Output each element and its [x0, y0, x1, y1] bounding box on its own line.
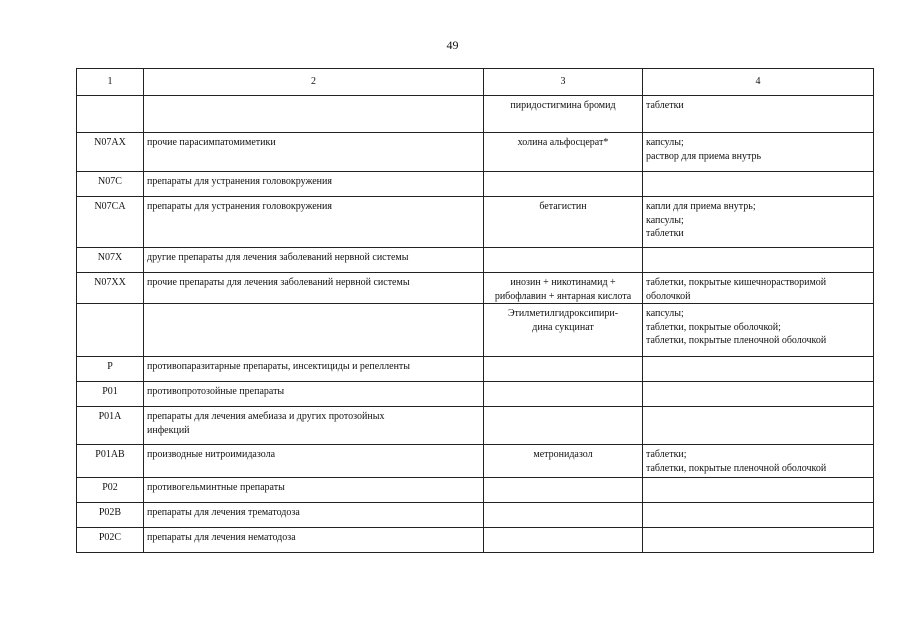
atc-code-cell: P02 — [77, 478, 144, 503]
group-name-cell — [144, 357, 484, 382]
substance-cell — [484, 382, 643, 407]
substance-line: рибофлавин + янтарная кислота — [494, 290, 632, 302]
group-name-line: инфекций — [147, 424, 190, 436]
table-row — [77, 528, 874, 553]
medication-table — [76, 68, 874, 553]
table-row — [77, 273, 874, 304]
atc-code-cell: N07AX — [77, 133, 144, 172]
dosage-form-line: таблетки, покрытые пленочной оболочкой — [646, 335, 827, 346]
table-row — [77, 172, 874, 197]
dosage-form-cell — [643, 197, 874, 248]
substance-line: холина альфосцерат* — [517, 137, 609, 148]
table-row — [77, 96, 874, 133]
group-name-line: прочие препараты для лечения заболеваний нервной системы — [147, 277, 410, 288]
substance-cell — [484, 478, 643, 503]
dosage-form-cell — [643, 304, 874, 357]
group-name-line: производные нитроимидазола — [147, 449, 276, 460]
dosage-form-line: раствор для приема внутрь — [646, 150, 762, 162]
substance-cell — [484, 197, 643, 248]
column-header-2: 2 — [144, 69, 484, 96]
substance-line: инозин + никотинамид + — [510, 277, 616, 288]
group-name-line: препараты для лечения амебиаза и других протозойных — [147, 411, 385, 422]
dosage-form-line: капсулы; — [646, 137, 684, 148]
table-row — [77, 445, 874, 478]
substance-cell — [484, 133, 643, 172]
dosage-form-cell — [643, 96, 874, 133]
dosage-form-line: таблетки — [646, 228, 684, 239]
substance-cell — [484, 503, 643, 528]
group-name-line: другие препараты для лечения заболеваний нервной системы — [147, 252, 409, 263]
dosage-form-cell — [643, 382, 874, 407]
atc-code-cell: P02C — [77, 528, 144, 553]
dosage-form-cell — [643, 528, 874, 553]
substance-cell — [484, 248, 643, 273]
dosage-form-line: таблетки — [646, 100, 684, 111]
dosage-form-line: капсулы; — [646, 214, 684, 226]
dosage-form-cell — [643, 445, 874, 478]
group-name-line: противопаразитарные препараты, инсектициды и репелленты — [147, 361, 411, 372]
dosage-form-cell — [643, 503, 874, 528]
atc-code-cell: P01 — [77, 382, 144, 407]
substance-line: пиридостигмина бромид — [510, 100, 616, 111]
atc-code-cell: P01A — [77, 407, 144, 445]
substance-cell — [484, 528, 643, 553]
dosage-form-cell — [643, 407, 874, 445]
group-name-cell — [144, 172, 484, 197]
atc-code-cell: N07X — [77, 248, 144, 273]
substance-line: метронидазол — [533, 449, 593, 460]
atc-code-cell: P02B — [77, 503, 144, 528]
page-number: 49 — [446, 38, 459, 52]
group-name-line: противопротозойные препараты — [147, 386, 285, 397]
group-name-cell — [144, 96, 484, 133]
substance-line: бетагистин — [539, 201, 587, 212]
table-row — [77, 478, 874, 503]
group-name-cell — [144, 478, 484, 503]
substance-cell — [484, 445, 643, 478]
atc-code-cell — [77, 304, 144, 357]
dosage-form-line: капли для приема внутрь; — [646, 201, 756, 212]
column-header-4: 4 — [643, 69, 874, 96]
group-name-cell — [144, 273, 484, 304]
group-name-line: препараты для лечения трематодоза — [147, 507, 300, 518]
group-name-cell — [144, 133, 484, 172]
substance-cell — [484, 273, 643, 304]
substance-line: дина сукцинат — [532, 321, 594, 333]
group-name-line: прочие парасимпатомиметики — [147, 137, 276, 148]
group-name-cell — [144, 445, 484, 478]
atc-code-cell: N07C — [77, 172, 144, 197]
dosage-form-cell — [643, 357, 874, 382]
group-name-line: препараты для устранения головокружения — [147, 176, 332, 187]
table-row — [77, 197, 874, 248]
substance-cell — [484, 172, 643, 197]
substance-line: Этилметилгидроксипири- — [507, 308, 619, 319]
group-name-cell — [144, 503, 484, 528]
substance-cell — [484, 96, 643, 133]
dosage-form-line: таблетки, покрытые пленочной оболочкой — [646, 462, 827, 474]
table-row — [77, 133, 874, 172]
table-row — [77, 248, 874, 273]
dosage-form-cell — [643, 172, 874, 197]
group-name-cell — [144, 407, 484, 445]
dosage-form-cell — [643, 273, 874, 304]
atc-code-cell — [77, 96, 144, 133]
substance-cell — [484, 407, 643, 445]
atc-code-cell: P — [77, 357, 144, 382]
group-name-cell — [144, 197, 484, 248]
substance-cell — [484, 357, 643, 382]
dosage-form-cell — [643, 478, 874, 503]
atc-code-cell: N07CA — [77, 197, 144, 248]
table-header-row — [77, 69, 874, 96]
dosage-form-cell — [643, 133, 874, 172]
table-row — [77, 357, 874, 382]
column-header-1: 1 — [77, 69, 144, 96]
table-row — [77, 407, 874, 445]
column-header-3: 3 — [484, 69, 643, 96]
dosage-form-line: таблетки; — [646, 449, 687, 460]
group-name-cell — [144, 382, 484, 407]
group-name-line: противогельминтные препараты — [147, 482, 285, 493]
table-row — [77, 304, 874, 357]
group-name-cell — [144, 304, 484, 357]
group-name-cell — [144, 528, 484, 553]
dosage-form-line: капсулы; — [646, 308, 684, 319]
atc-code-cell: P01AB — [77, 445, 144, 478]
table-row — [77, 503, 874, 528]
group-name-cell — [144, 248, 484, 273]
dosage-form-line: таблетки, покрытые кишечнорастворимой — [646, 277, 827, 288]
group-name-line: препараты для устранения головокружения — [147, 201, 332, 212]
group-name-line: препараты для лечения нематодоза — [147, 532, 296, 543]
dosage-form-line: таблетки, покрытые оболочкой; — [646, 321, 781, 333]
substance-cell — [484, 304, 643, 357]
dosage-form-line: оболочкой — [646, 290, 691, 302]
table-row — [77, 382, 874, 407]
atc-code-cell: N07XX — [77, 273, 144, 304]
dosage-form-cell — [643, 248, 874, 273]
